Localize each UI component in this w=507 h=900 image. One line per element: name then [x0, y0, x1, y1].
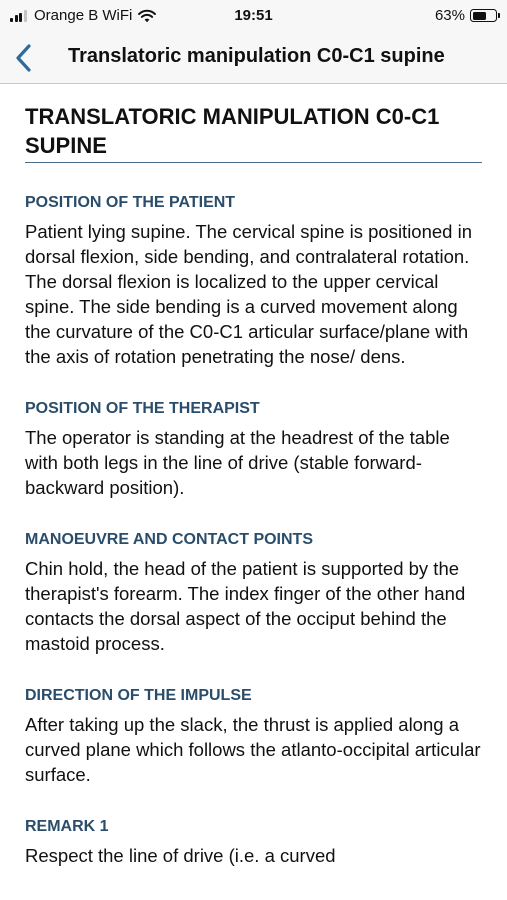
back-button[interactable]	[10, 40, 42, 76]
status-bar	[0, 0, 507, 32]
section-body: Patient lying supine. The cervical spine is positioned in dorsal flexion, side bending, and contralateral rotation. The dorsal flexion is localized to the upper cervical spine. The side bending is a curved movement along the curvature of the C0-C1 articular surface/plane with the axis of rotation penetrating the nose/ dens.	[25, 221, 472, 367]
chevron-left-icon	[10, 40, 42, 76]
battery-percent: 63%	[434, 7, 465, 24]
section-heading: POSITION OF THE PATIENT	[25, 194, 236, 211]
section-body: After taking up the slack, the thrust is applied along a curved plane which follows the atlanto-occipital articular surface.	[25, 714, 481, 785]
document-title: TRANSLATORIC MANIPULATION C0-C1 SUPINE	[25, 102, 482, 163]
clock: 19:51	[234, 7, 273, 24]
document-section	[25, 530, 482, 656]
document-section	[25, 193, 482, 369]
nav-title: Translatoric manipulation C0-C1 supine	[68, 45, 445, 67]
section-body: The operator is standing at the headrest of the table with both legs in the line of drive (stable forward-backward position).	[25, 427, 450, 498]
section-body: Chin hold, the head of the patient is supported by the therapist's forearm. The index finger of the other hand contacts the dorsal aspect of the occiput behind the mastoid process.	[25, 558, 466, 654]
document-content[interactable]	[0, 85, 507, 900]
battery-icon	[470, 9, 497, 22]
section-heading: DIRECTION OF THE IMPULSE	[25, 687, 252, 704]
navigation-bar	[0, 32, 507, 84]
document-section	[25, 399, 482, 500]
carrier-name: Orange B WiFi	[34, 7, 133, 24]
section-body: Respect the line of drive (i.e. a curved	[25, 845, 336, 866]
document-section	[25, 686, 482, 787]
document-section	[25, 817, 482, 868]
section-heading: MANOEUVRE AND CONTACT POINTS	[25, 531, 313, 548]
battery-level-fill	[473, 12, 487, 20]
section-heading: REMARK 1	[25, 818, 109, 835]
document-sections	[25, 193, 482, 868]
section-heading: POSITION OF THE THERAPIST	[25, 400, 260, 417]
status-right	[435, 7, 497, 24]
